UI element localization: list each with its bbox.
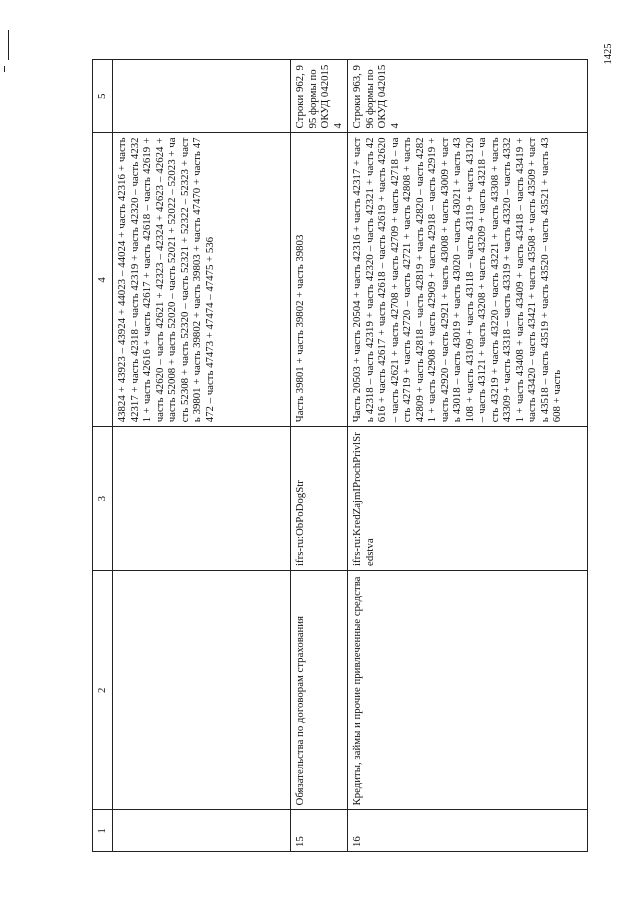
classification-table — [92, 59, 588, 852]
cell-item-name: Кредиты, займы и прочие привлеченные средства — [348, 570, 588, 810]
cell-row-number: 16 — [348, 810, 588, 852]
cell-source-empty — [113, 60, 291, 133]
cell-name-empty — [113, 570, 291, 810]
rotated-table-container — [92, 59, 588, 852]
cell-code-empty — [113, 427, 291, 571]
cell-source: Строки 962, 995 формы по ОКУД 0420154 — [291, 60, 348, 133]
table-row-16 — [348, 60, 588, 852]
margin-mark-bottom — [4, 66, 5, 72]
column-number-row — [93, 60, 113, 852]
column-number-4: 4 — [93, 133, 113, 427]
cell-source: Строки 963, 996 формы по ОКУД 0420154 — [348, 60, 588, 133]
cell-item-name: Обязательства по договорам страхования — [291, 570, 348, 810]
cell-formula: Часть 39801 + часть 39802 + часть 39803 — [291, 133, 348, 427]
column-number-3: 3 — [93, 427, 113, 571]
cell-formula: Часть 20503 + часть 20504 + часть 42316 + часть 42317 + часть 42318 – часть 42319 + часть 42320 – часть 42321 + часть 42616 + часть 42617 + часть 42618 – часть 42619 + часть 42620 – часть 42621 + часть 42708 + часть 42709 + часть 42718 – часть 42719 + часть 42720 – часть 42721 + часть 42808 + часть 42809 + часть 42818 – часть 42819 + часть 42820 – часть 42821 + часть 42908 + часть 42909 + часть 42918 – часть 42919 + часть 42920 – часть 42921 + часть 43008 + часть 43009 + часть 43018 – часть 43019 + часть 43020 – часть 43021 + часть 43108 + часть 43109 + часть 43118 – часть 43119 + часть 43120 – часть 43121 + часть 43208 + часть 43209 + часть 43218 – часть 43219 + часть 43220 – часть 43221 + часть 43308 + часть 43309 + часть 43318 – часть 43319 + часть 43320 – часть 43321 + часть 43408 + часть 43409 + часть 43418 – часть 43419 + часть 43420 – часть 43421 + часть 43508 + часть 43509 + часть 43518 – часть 43519 + часть 43520 – часть 43521 + часть 43608 + часть — [348, 133, 588, 427]
cell-row-number: 15 — [291, 810, 348, 852]
table-row-continued — [113, 60, 291, 852]
column-number-1: 1 — [93, 810, 113, 852]
column-number-2: 2 — [93, 570, 113, 810]
cell-code: ifrs-ru:KredZajmIProchPrivlSredstva — [348, 427, 588, 571]
margin-mark-top — [8, 30, 9, 60]
page-number: 1425 — [602, 43, 614, 65]
cell-number-empty — [113, 810, 291, 852]
cell-formula: 43824 + 43923 – 43924 + 44023 – 44024 + часть 42316 + часть 42317 + часть 42318 – часть 42319 + часть 42320 – часть 42321 + часть 42616 + часть 42617 + часть 42618 – часть 42619 + часть 42620 – часть 42621 + 42323 – 42324 + 42623 – 42624 + часть 52008 + часть 52020 – часть 52021 + 52022 – 52023 + часть 52308 + часть 52320 – часть 52321 + 52322 – 52323 + часть 39801 + часть 39802 + часть 39803 + часть 47470 + часть 47472 – часть 47473 + 47474 – 47475 + 536 — [113, 133, 291, 427]
cell-code: ifrs-ru:ObPoDogStr — [291, 427, 348, 571]
table-row-15 — [291, 60, 348, 852]
column-number-5: 5 — [93, 60, 113, 133]
